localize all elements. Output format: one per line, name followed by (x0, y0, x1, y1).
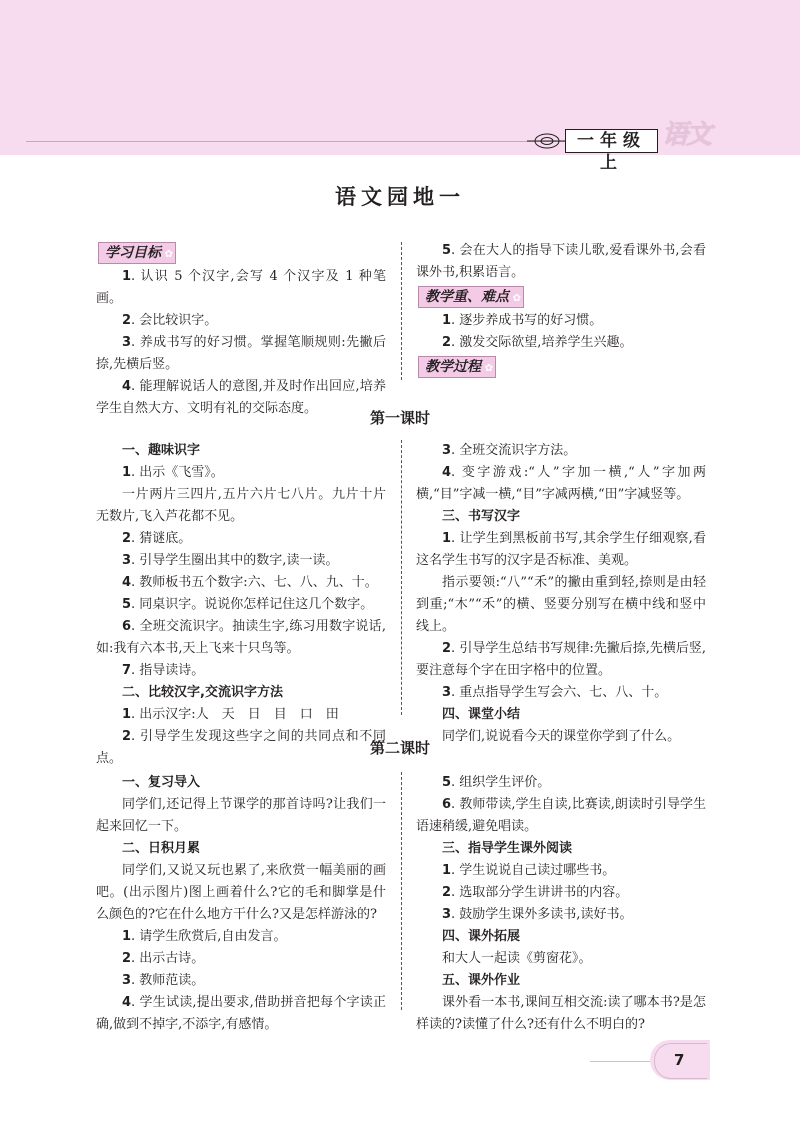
numbered-item (416, 638, 706, 682)
item-text: 同学们,又说又玩也累了,来欣赏一幅美丽的画吧。(出示图片)图上画着什么?它的毛和脚掌是什么颜色的?它在什么地方干什么?又是怎样游泳的? (96, 863, 386, 922)
section-heading: 五、课外作业 (442, 973, 521, 988)
process-tag-label: 教学过程 (425, 359, 481, 375)
numbered-item (416, 772, 706, 794)
intro-right-column (416, 240, 706, 380)
numbered-item (416, 440, 706, 462)
section-heading: 三、书写汉字 (442, 509, 521, 524)
ornament-icon (527, 128, 567, 154)
objective-item: 1. 认识 5 个汉字,会写 4 个汉字及 1 种笔画。 (96, 269, 386, 306)
item-text: . 全班交流识字方法。 (451, 443, 577, 458)
column-divider (401, 440, 402, 715)
objective-item: 2. 会比较识字。 (122, 313, 218, 328)
intro-section (96, 240, 706, 416)
objective-item: 3. 养成书写的好习惯。掌握笔顺规则:先撇后捺,先横后竖。 (96, 335, 386, 372)
item-text: . 引导学生圈出其中的数字,读一读。 (131, 553, 339, 568)
item-text: . 鼓励学生课外多读书,读好书。 (451, 907, 633, 922)
item-number: 2 (122, 531, 132, 546)
item-text: . 教师带读,学生自读,比赛读,朗读时引导学生语速稍缓,避免唱读。 (416, 797, 706, 834)
numbered-item (416, 904, 706, 926)
paragraph (96, 860, 386, 926)
item-text: . 全班交流识字。抽读生字,练习用数字说话,如:我有六本书,天上飞来十只鸟等。 (96, 619, 386, 656)
numbered-item (96, 462, 386, 484)
item-number: 4 (122, 575, 132, 590)
item-number: 2 (122, 951, 132, 966)
paragraph (416, 948, 706, 970)
item-text: . 变字游戏:“人”字加一横,“人”字加两横,“目”字减一横,“目”字减两横,“田”字减竖等。 (416, 465, 706, 502)
item-text: . 组织学生评价。 (451, 775, 551, 790)
paragraph (416, 992, 706, 1036)
lesson2-right-column (416, 772, 706, 1036)
item-number: 2 (442, 885, 452, 900)
objectives-tag-label: 学习目标 (105, 245, 161, 261)
item-text: 指示要领:“八”“禾”的撇由重到轻,捺则是由轻到重;“木”“禾”的横、竖要分别写在横中线和竖中线上。 (416, 575, 706, 634)
section-heading: 二、比较汉字,交流识字方法 (122, 685, 283, 700)
item-text: . 学生试读,提出要求,借助拼音把每个字读正确,做到不掉字,不添字,有感情。 (96, 995, 386, 1032)
objective-item: 4. 能理解说话人的意图,并及时作出回应,培养学生自然大方、文明有礼的交际态度。 (96, 379, 386, 416)
item-text: . 教师范读。 (131, 973, 205, 988)
subject-label: 语文 (662, 120, 711, 150)
item-number: 6 (122, 619, 132, 634)
item-text: 同学们,说说看今天的课堂你学到了什么。 (442, 729, 681, 744)
numbered-item (96, 704, 386, 726)
numbered-item (96, 550, 386, 572)
numbered-item (96, 594, 386, 616)
item-number: 7 (122, 663, 132, 678)
item-number: 3 (122, 973, 132, 988)
item-number: 5 (442, 775, 452, 790)
item-text: . 引导学生发现这些字之间的共同点和不同点。 (96, 729, 386, 766)
numbered-item (96, 992, 386, 1036)
page-number-rule (590, 1061, 650, 1062)
numbered-item (416, 882, 706, 904)
item-text: . 选取部分学生讲讲书的内容。 (451, 885, 629, 900)
objective-item: 5. 会在大人的指导下读儿歌,爱看课外书,会看课外书,积累语言。 (416, 243, 706, 280)
numbered-item (96, 572, 386, 594)
numbered-item (96, 528, 386, 550)
paragraph (416, 572, 706, 638)
numbered-item (96, 926, 386, 948)
page-title: 语文园地一 (335, 185, 465, 209)
item-number: 6 (442, 797, 452, 812)
column-divider (401, 772, 402, 1010)
item-text: . 同桌识字。说说你怎样记住这几个数字。 (131, 597, 374, 612)
numbered-item (416, 860, 706, 882)
item-number: 3 (442, 685, 452, 700)
page-number: 7 (650, 1040, 710, 1080)
header-rule (26, 141, 566, 142)
item-number: 1 (122, 707, 132, 722)
lesson1-left-column (96, 440, 386, 770)
item-text: 同学们,还记得上节课学的那首诗吗?让我们一起来回忆一下。 (96, 797, 386, 834)
item-number: 3 (122, 553, 132, 568)
lesson2-section (96, 772, 706, 1032)
flower-icon: ✿ (484, 363, 493, 374)
item-number: 3 (442, 907, 452, 922)
item-text: . 请学生欣赏后,自由发言。 (131, 929, 287, 944)
item-number: 2 (442, 641, 452, 656)
keypoint-item: 1. 逐步养成书写的好习惯。 (442, 313, 603, 328)
lesson1-title: 第一课时 (369, 409, 430, 427)
keypoints-tag-label: 教学重、难点 (425, 289, 509, 305)
keypoint-item: 2. 激发交际欲望,培养学生兴趣。 (442, 335, 633, 350)
paragraph (96, 794, 386, 838)
numbered-item (96, 660, 386, 682)
item-text: . 猜谜底。 (131, 531, 192, 546)
item-text: . 让学生到黑板前书写,其余学生仔细观察,看这名学生书写的汉字是否标准、美观。 (416, 531, 706, 568)
process-tag (418, 356, 496, 378)
lesson1-right-column (416, 440, 706, 748)
numbered-item (416, 528, 706, 572)
item-text: . 重点指导学生写会六、七、八、十。 (451, 685, 668, 700)
item-number: 1 (442, 863, 452, 878)
lesson2-left-column (96, 772, 386, 1036)
item-text: 一片两片三四片,五片六片七八片。九片十片无数片,飞入芦花都不见。 (96, 487, 386, 524)
keypoints-tag (418, 286, 524, 308)
item-text: 课外看一本书,课间互相交流:读了哪本书?是怎样读的?读懂了什么?还有什么不明白的? (416, 995, 706, 1032)
item-text: . 教师板书五个数字:六、七、八、九、十。 (131, 575, 378, 590)
section-heading: 二、日积月累 (122, 841, 201, 856)
intro-left-column (96, 240, 386, 420)
item-text: 和大人一起读《剪窗花》。 (442, 951, 592, 966)
numbered-item (96, 948, 386, 970)
item-number: 1 (442, 531, 452, 546)
objectives-tag (98, 242, 176, 264)
item-number: 1 (122, 465, 132, 480)
column-divider (401, 242, 402, 380)
section-heading: 一、趣味识字 (122, 443, 201, 458)
item-text: . 引导学生总结书写规律:先撇后捺,先横后竖,要注意每个字在田字格中的位置。 (416, 641, 706, 678)
item-number: 1 (122, 929, 132, 944)
item-text: . 学生说说自己读过哪些书。 (451, 863, 616, 878)
section-heading: 三、指导学生课外阅读 (442, 841, 573, 856)
section-heading: 四、课外拓展 (442, 929, 521, 944)
section-heading: 一、复习导入 (122, 775, 201, 790)
item-number: 3 (442, 443, 452, 458)
page-number-ring (654, 1043, 707, 1079)
item-text: . 出示汉字:人 天 日 目 口 田 (131, 707, 339, 722)
paragraph (96, 484, 386, 528)
item-text: . 指导读诗。 (131, 663, 205, 678)
numbered-item (416, 794, 706, 838)
numbered-item (96, 616, 386, 660)
item-text: . 出示《飞雪》。 (131, 465, 224, 480)
flower-icon: ✿ (512, 293, 521, 304)
lesson2-title: 第二课时 (369, 739, 430, 757)
numbered-item (96, 970, 386, 992)
item-text: . 出示古诗。 (131, 951, 205, 966)
numbered-item (416, 462, 706, 506)
item-number: 4 (442, 465, 452, 480)
grade-label: 一年级上 (565, 129, 658, 153)
flower-icon: ✿ (164, 249, 173, 260)
item-number: 4 (122, 995, 132, 1010)
item-number: 5 (122, 597, 132, 612)
section-heading: 四、课堂小结 (442, 707, 521, 722)
item-number: 2 (122, 729, 132, 744)
numbered-item (416, 682, 706, 704)
